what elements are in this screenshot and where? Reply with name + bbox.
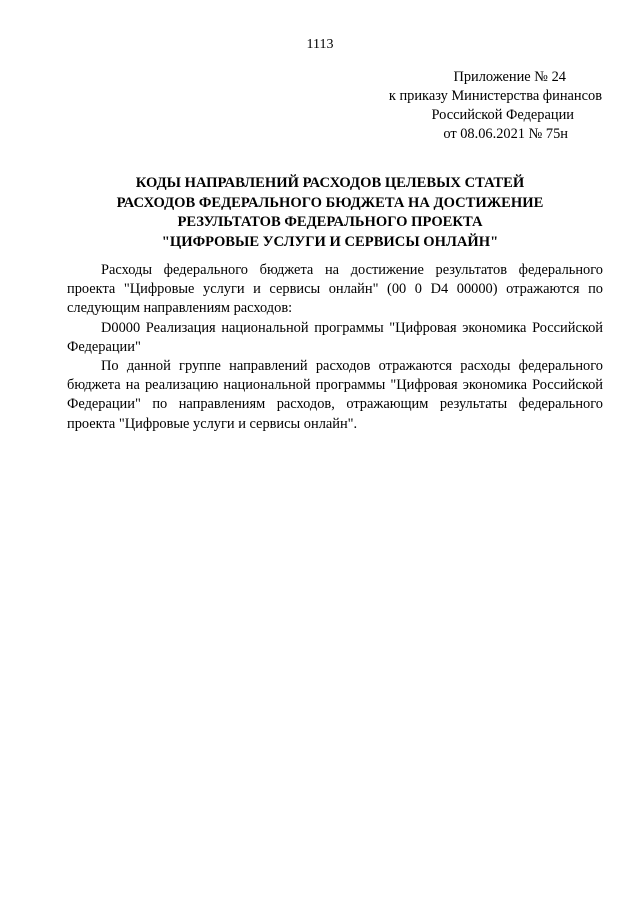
title-line-1: КОДЫ НАПРАВЛЕНИЙ РАСХОДОВ ЦЕЛЕВЫХ СТАТЕЙ (135, 175, 525, 191)
appendix-number: Приложение № 24 (453, 69, 566, 85)
appendix-order-date: от 08.06.2021 № 75н (443, 126, 568, 142)
page-number: 1113 (306, 37, 334, 52)
appendix-order-ref: к приказу Министерства финансов (388, 88, 602, 104)
appendix-ministry: Российской Федерации (431, 107, 574, 123)
paragraph-description: По данной группе направлений расходов отражаются расходы федерального бюджета на реализацию национальной программы "Цифровая экономика Российской Федерации" по направлениям расходов, отражающим результаты федерального проекта "Цифровые услуги и сервисы онлайн". (67, 358, 603, 432)
paragraph-direction-code: D0000 Реализация национальной программы "Цифровая экономика Российской Федерации" (67, 319, 603, 355)
title-line-2: РАСХОДОВ ФЕДЕРАЛЬНОГО БЮДЖЕТА НА ДОСТИЖЕНИЕ (116, 194, 544, 211)
title-line-3: РЕЗУЛЬТАТОВ ФЕДЕРАЛЬНОГО ПРОЕКТА (177, 214, 483, 230)
appendix-header (342, 68, 602, 144)
document-body (67, 261, 603, 434)
document-title (60, 174, 600, 252)
title-line-4: "ЦИФРОВЫЕ УСЛУГИ И СЕРВИСЫ ОНЛАЙН" (161, 233, 499, 250)
paragraph-intro: Расходы федерального бюджета на достижение результатов федерального проекта "Цифровые услуги и сервисы онлайн" (00 0 D4 00000) отражаются по следующим направлениям расходов: (67, 262, 603, 317)
